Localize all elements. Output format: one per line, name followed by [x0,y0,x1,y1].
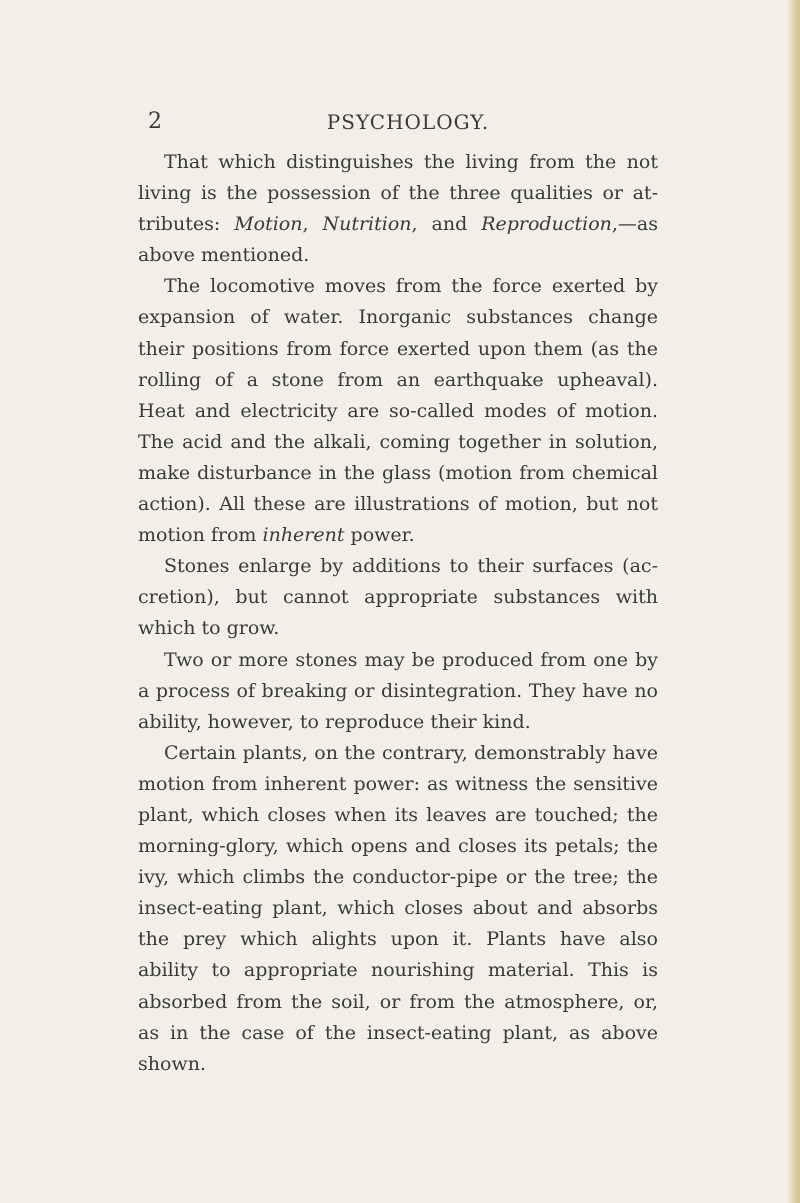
emphasis-motion: Motion [234,213,303,236]
paragraph-accretion [138,551,658,644]
text-segment: Stones enlarge by additions to their surfaces (ac-cretion), but cannot appropriate substances with which to grow. [138,555,658,640]
page-number: 2 [148,109,162,134]
body-text [138,147,658,1080]
text-segment: That which distinguishes the living from the not living is the possession of the three qualities or at-tributes: [138,151,658,236]
text-segment: , [302,213,323,236]
running-head [148,106,708,138]
emphasis-inherent: inherent [262,524,345,547]
paragraph-plants [138,738,658,1080]
text-segment: , and [411,213,482,236]
text-segment: Two or more stones may be produced from one by a process of breaking or disintegration. They have no ability, however, to reproduce their kind. [138,648,658,733]
text-segment: ,—as above mentioned. [138,213,658,267]
emphasis-reproduction: Reproduction [481,213,612,236]
text-segment: power. [344,524,415,547]
page-edge [788,0,800,1203]
paragraph-motion [138,271,658,551]
text-segment: Certain plants, on the contrary, demonstrably have motion from inherent power: as witness the sensitive plant, which closes when its leaves are touched; the morning-glory, which opens and closes its petals; the ivy, which climbs the conductor-pipe or the tree; the insect-eating plant, which closes about and absorbs the prey which alights upon it. Plants have also ability to appropriate nourishing material. This is absorbed from the soil, or from the atmosphere, or, as in the case of the insect-eating plant, as above shown. [138,741,658,1075]
running-title: PSYCHOLOGY. [326,110,490,134]
text-segment: The locomotive moves from the force exerted by expansion of water. Inorganic substances change their positions from force exerted upon them (as the rolling of a stone from an earthquake upheaval). Heat and electricity are so-called modes of motion. The acid and the alkali, coming together in solution, make disturbance in the glass (motion from chemical action). All these are illustrations of motion, but not motion from [138,275,658,547]
emphasis-nutrition: Nutrition [322,213,412,236]
paragraph-disintegration [138,645,658,738]
paragraph-definition [138,147,658,271]
